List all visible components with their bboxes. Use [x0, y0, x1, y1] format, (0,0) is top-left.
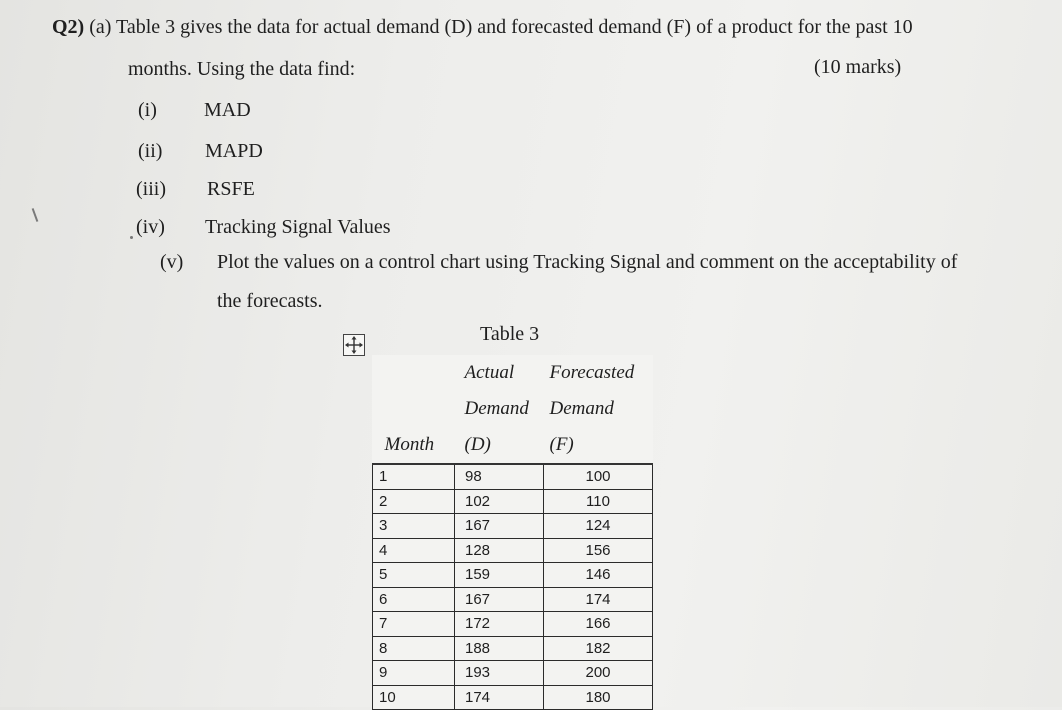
header-blank: [373, 355, 455, 391]
header-forecast-3: (F): [544, 427, 653, 464]
actual-demand-cell: 188: [455, 636, 544, 661]
question-text: (a) Table 3 gives the data for actual demand (D) and forecasted demand (F) of a product for the past 10: [89, 16, 913, 38]
forecast-demand-cell: 200: [544, 661, 653, 686]
question-text-continued: months. Using the data find:: [128, 58, 356, 80]
month-cell: 5: [373, 563, 455, 588]
question-heading: [52, 16, 913, 39]
move-arrows-icon: [344, 335, 364, 355]
table-row: [373, 514, 653, 539]
actual-demand-cell: 172: [455, 612, 544, 637]
sub-item-number: (iii): [136, 178, 166, 200]
header-blank: [373, 391, 455, 427]
marks-label: (10 marks): [814, 56, 902, 78]
forecast-demand-cell: 156: [544, 538, 653, 563]
sub-item-text: Plot the values on a control chart using Tracking Signal and comment on the acceptability of: [217, 251, 958, 273]
table-row: [373, 538, 653, 563]
table-row: [373, 587, 653, 612]
actual-demand-cell: 193: [455, 661, 544, 686]
sub-item-text: Tracking Signal Values: [205, 216, 391, 238]
forecast-demand-cell: 174: [544, 587, 653, 612]
sub-item-number: (i): [138, 99, 157, 121]
forecast-demand-cell: 124: [544, 514, 653, 539]
sub-item-number: (ii): [138, 140, 163, 162]
forecast-demand-cell: 100: [544, 464, 653, 489]
table-row: [373, 464, 653, 489]
sub-item-text: MAD: [204, 99, 251, 121]
forecast-demand-cell: 180: [544, 685, 653, 710]
month-cell: 9: [373, 661, 455, 686]
actual-demand-cell: 159: [455, 563, 544, 588]
table-row: [373, 685, 653, 710]
header-month: Month: [373, 427, 455, 464]
stray-pen-mark: [32, 208, 39, 222]
table-row: [373, 563, 653, 588]
table-row: [373, 612, 653, 637]
actual-demand-cell: 167: [455, 587, 544, 612]
header-actual-2: Demand: [464, 398, 529, 419]
forecast-demand-cell: 182: [544, 636, 653, 661]
actual-demand-cell: 98: [455, 464, 544, 489]
header-forecast-1: Forecasted: [549, 362, 635, 383]
demand-table: [372, 355, 653, 710]
table-row: [373, 489, 653, 514]
month-cell: 2: [373, 489, 455, 514]
actual-demand-cell: 167: [455, 514, 544, 539]
sub-item-number: (v): [160, 251, 184, 273]
month-cell: 6: [373, 587, 455, 612]
table-row: [373, 661, 653, 686]
sub-item-text: MAPD: [205, 140, 263, 162]
forecast-demand-cell: 146: [544, 563, 653, 588]
sub-item-v-continued: the forecasts.: [217, 290, 323, 312]
sub-item-number: (iv): [136, 216, 165, 238]
sub-item-text: RSFE: [207, 178, 255, 200]
month-cell: 10: [373, 685, 455, 710]
month-cell: 7: [373, 612, 455, 637]
stray-dot: [130, 236, 133, 239]
month-cell: 8: [373, 636, 455, 661]
header-forecast-2: Demand: [549, 398, 614, 419]
question-number: Q2): [52, 16, 85, 38]
month-cell: 4: [373, 538, 455, 563]
month-cell: 1: [373, 464, 455, 489]
header-actual-1: Actual: [464, 362, 515, 383]
header-actual-3: (D): [455, 427, 544, 464]
actual-demand-cell: 102: [455, 489, 544, 514]
table-move-handle[interactable]: [343, 334, 365, 356]
table-caption: Table 3: [480, 323, 540, 345]
actual-demand-cell: 128: [455, 538, 544, 563]
table-row: [373, 636, 653, 661]
actual-demand-cell: 174: [455, 685, 544, 710]
forecast-demand-cell: 110: [544, 489, 653, 514]
forecast-demand-cell: 166: [544, 612, 653, 637]
month-cell: 3: [373, 514, 455, 539]
